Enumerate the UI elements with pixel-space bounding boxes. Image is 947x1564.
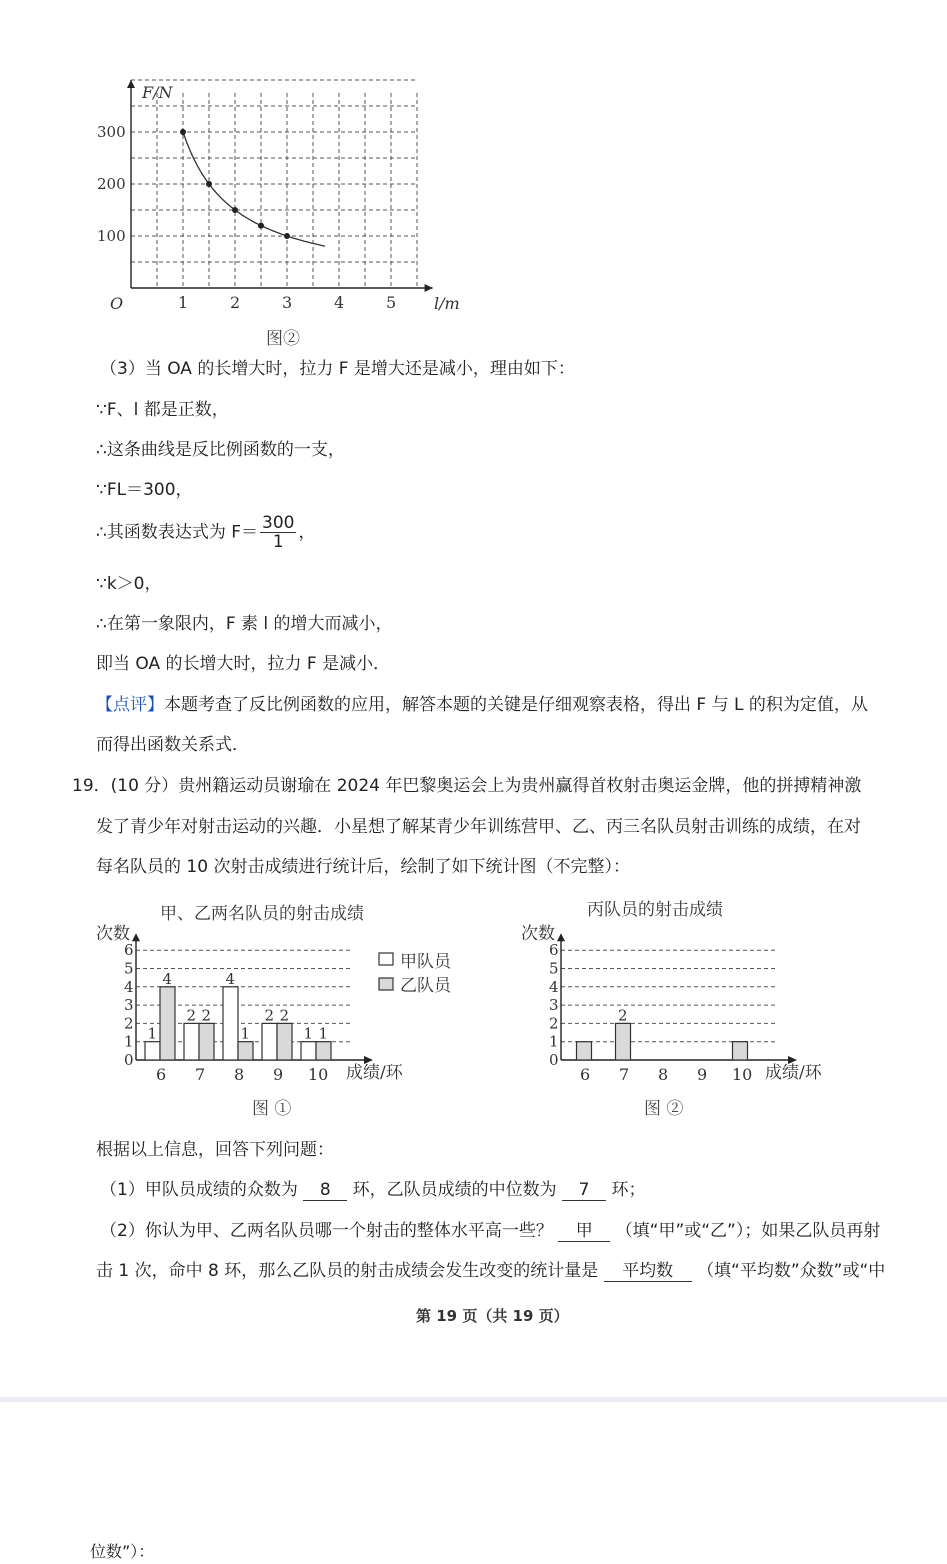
part-2-text-c: 击 1 次，命中 8 环，那么乙队员的射击成绩会发生改变的统计量是	[96, 1261, 599, 1281]
reason-1: ∵F、l 都是正数，	[96, 400, 229, 420]
bar-label: 2	[279, 1006, 290, 1025]
x-tick-label: 5	[386, 293, 397, 312]
chart-bing	[515, 895, 835, 1095]
chart1-ylabel: 次数	[96, 924, 130, 944]
x-tick-label: 2	[230, 293, 241, 312]
reason-2: ∴这条曲线是反比例函数的一支，	[96, 440, 345, 460]
part-1-text-a: （1）甲队员成绩的众数为	[100, 1180, 298, 1200]
y-tick-label: 6	[549, 941, 559, 960]
y-tick-label: 3	[124, 996, 134, 1015]
bar-label: 1	[303, 1024, 314, 1043]
review-continued: 而得出函数关系式．	[96, 735, 249, 755]
bar-label: 1	[147, 1024, 158, 1043]
y-tick-label: 0	[124, 1051, 134, 1069]
x-tick-label: 9	[697, 1065, 708, 1084]
chart2-caption: 图 ②	[644, 1099, 684, 1119]
legend-label-yi: 乙队员	[400, 976, 451, 996]
x-tick-label: 8	[234, 1065, 245, 1084]
origin-label: O	[110, 294, 124, 313]
fraction	[260, 514, 296, 551]
chart-jia-yi	[88, 895, 451, 1095]
bar-label: 2	[186, 1006, 197, 1025]
data-point	[232, 207, 238, 213]
graph-grid	[131, 80, 417, 288]
review	[96, 693, 868, 717]
bar	[262, 1023, 277, 1060]
part-1	[100, 1178, 645, 1202]
y-tick-label: 1	[124, 1032, 134, 1051]
reason-4	[96, 514, 315, 551]
y-tick-label: 200	[97, 175, 126, 193]
bar	[160, 987, 175, 1060]
x-tick-label: 10	[732, 1065, 753, 1084]
data-point	[284, 233, 290, 239]
page-footer: 第 19 页（共 19 页）	[416, 1307, 569, 1325]
chart2-ylabel: 次数	[521, 924, 555, 944]
bar-label: 4	[162, 969, 173, 988]
reason-6: ∴在第一象限内，F 素 l 的增大而减小，	[96, 614, 393, 634]
bar-label: 1	[318, 1024, 329, 1043]
y-tick-label: 5	[549, 959, 559, 978]
part-2-continued	[96, 1259, 885, 1283]
y-tick-label: 4	[549, 977, 559, 996]
y-tick-label: 0	[549, 1051, 559, 1069]
bar	[238, 1042, 253, 1060]
bar	[301, 1042, 316, 1060]
x-tick-label: 8	[658, 1065, 669, 1084]
chart2-xlabel: 成绩/环	[765, 1063, 822, 1083]
answer-mode: 8	[303, 1180, 347, 1201]
inverse-curve	[182, 129, 325, 246]
x-tick-label: 7	[619, 1065, 630, 1084]
y-tick-label: 6	[124, 941, 134, 960]
bar-label: 1	[240, 1024, 251, 1043]
y-tick-label: 2	[549, 1014, 559, 1033]
question-19-line-2: 发了青少年对射击运动的兴趣．小星想了解某青少年训练营甲、乙、丙三名队员射击训练的成绩，在对	[96, 817, 861, 837]
y-tick-label: 4	[124, 977, 134, 996]
bar-label: 2	[618, 1006, 628, 1025]
graph-axes	[127, 80, 433, 292]
bar	[184, 1023, 199, 1060]
graph1-caption: 图②	[266, 329, 300, 349]
y-tick-label: 2	[124, 1014, 134, 1033]
legend-swatch-jia	[379, 953, 393, 965]
x-tick-label: 4	[334, 293, 345, 312]
bar	[733, 1042, 748, 1060]
part-2	[100, 1219, 880, 1243]
bar-label: 2	[264, 1006, 275, 1025]
y-axis-arrow	[127, 80, 135, 88]
answer-better-player: 甲	[558, 1221, 610, 1242]
question-3: （3）当 OA 的长增大时，拉力 F 是增大还是减小，理由如下：	[100, 359, 575, 379]
legend-swatch-yi	[379, 978, 393, 990]
part-1-text-c: 环；	[611, 1180, 646, 1200]
question-19-line-1: 19．(10 分）贵州籍运动员谢瑜在 2024 年巴黎奥运会上为贵州赢得首枚射击奥运金牌，他的拼搏精神激	[72, 776, 862, 796]
legend-label-jia: 甲队员	[400, 952, 451, 972]
y-axis-arrow	[132, 933, 140, 941]
y-axis-arrow	[557, 933, 565, 941]
y-tick-label: 1	[549, 1032, 559, 1051]
x-tick-label: 3	[282, 293, 293, 312]
review-text: 本题考查了反比例函数的应用，解答本题的关键是仔细观察表格，得出 F 与 L 的积为定值，从	[164, 695, 868, 715]
answer-median: 7	[562, 1180, 606, 1201]
bar	[616, 1023, 631, 1060]
x-tick-label: 6	[580, 1065, 591, 1084]
page-separator	[0, 1397, 947, 1562]
x-tick-label: 1	[178, 293, 189, 312]
y-tick-label: 5	[124, 959, 134, 978]
chart1-xlabel: 成绩/环	[346, 1063, 403, 1083]
bar-label: 4	[225, 969, 236, 988]
part-2-text-d: （填“平均数”众数”或“中	[697, 1261, 886, 1281]
chart1-caption: 图 ①	[252, 1099, 292, 1119]
fraction-denominator: 1	[272, 532, 284, 552]
part-2-text-a: （2）你认为甲、乙两名队员哪一个射击的整体水平高一些？	[100, 1221, 553, 1241]
y-tick-label: 3	[549, 996, 559, 1015]
bar	[277, 1023, 292, 1060]
reason-5: ∵k＞0，	[96, 574, 162, 594]
x-tick-label: 9	[273, 1065, 284, 1084]
question-19-line-3: 每名队员的 10 次射击成绩进行统计后，绘制了如下统计图（不完整）：	[96, 857, 630, 877]
bar	[145, 1042, 160, 1060]
x-axis-label: l/m	[434, 294, 460, 313]
part-1-text-b: 环，乙队员成绩的中位数为	[352, 1180, 557, 1200]
next-page-fragment: 位数”）：	[90, 1542, 155, 1561]
bar	[577, 1042, 592, 1060]
answer-changed-stat: 平均数	[604, 1261, 692, 1282]
x-tick-label: 7	[195, 1065, 206, 1084]
conclusion: 即当 OA 的长增大时，拉力 F 是减小．	[96, 654, 391, 674]
x-axis-arrow	[425, 284, 433, 292]
reason-3: ∵FL＝300，	[96, 480, 193, 500]
y-tick-label: 300	[97, 123, 126, 141]
bar	[316, 1042, 331, 1060]
data-point	[258, 223, 264, 229]
x-tick-label: 10	[308, 1065, 329, 1084]
formula-prefix: ∴其函数表达式为 F＝	[96, 522, 258, 543]
prompt: 根据以上信息，回答下列问题：	[96, 1140, 334, 1160]
y-tick-label: 100	[97, 227, 126, 245]
chart2-title: 丙队员的射击成绩	[587, 900, 723, 920]
review-tag: 【点评】	[96, 695, 164, 715]
bar	[223, 987, 238, 1060]
x-tick-label: 6	[156, 1065, 167, 1084]
data-point	[180, 129, 186, 135]
force-length-graph	[88, 72, 488, 352]
formula-suffix: ，	[298, 522, 316, 543]
part-2-text-b: （填“甲”或“乙”）；如果乙队员再射	[615, 1221, 881, 1241]
data-point	[206, 181, 212, 187]
bar	[199, 1023, 214, 1060]
fraction-numerator: 300	[262, 513, 295, 533]
bar-label: 2	[201, 1006, 212, 1025]
y-axis-label: F/N	[142, 83, 173, 102]
chart1-title: 甲、乙两名队员的射击成绩	[160, 904, 364, 924]
